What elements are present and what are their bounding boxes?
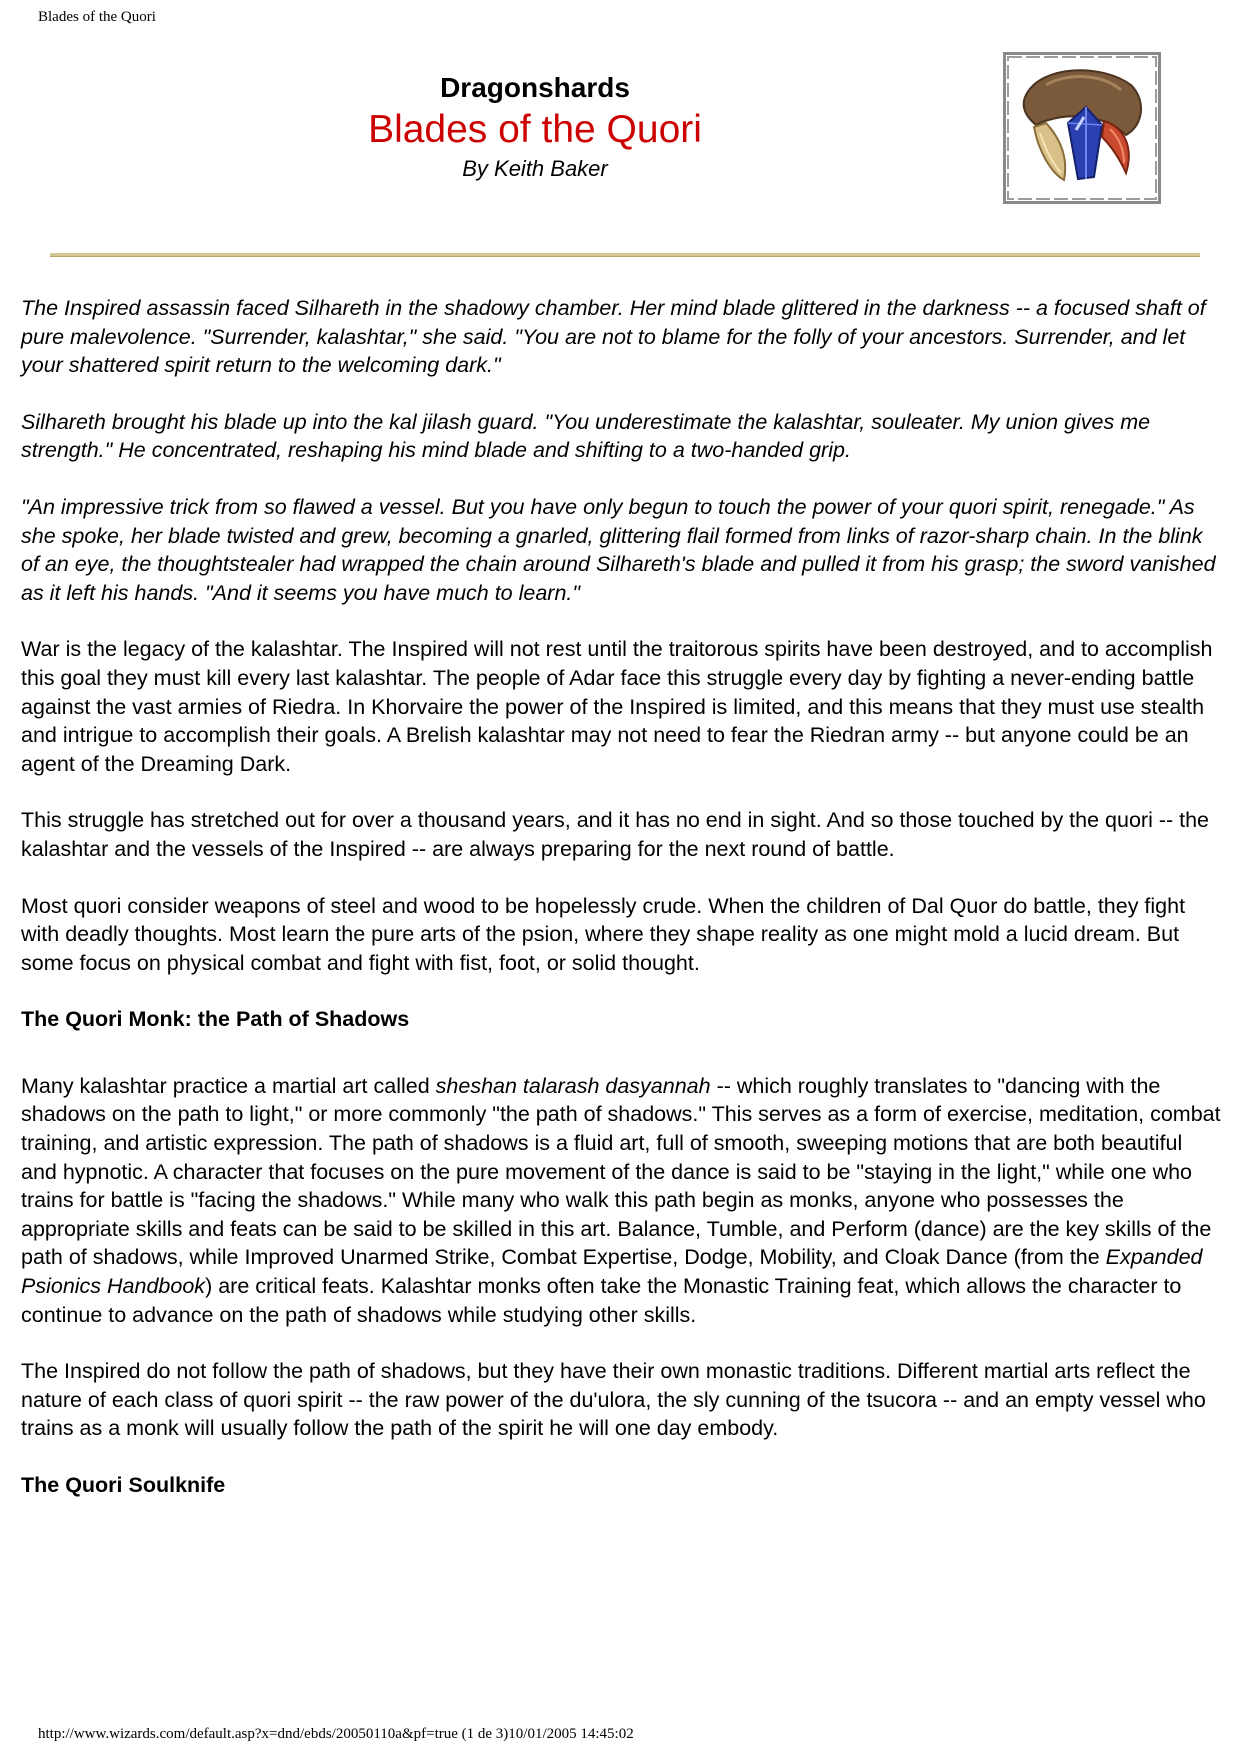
- article-body: [21, 294, 1221, 1538]
- masthead: [0, 70, 1070, 184]
- text-run: -- which roughly translates to "dancing with the shadows on the path to light," or more commonly "the path of shadows." This serves as a form of exercise, meditation, combat training, and artistic expression. The path of shadows is a fluid art, full of smooth, sweeping motions that are both beautiful and hypnotic. A character that focuses on the pure movement of the dance is said to be "staying in the light," while one who trains for battle is "facing the shadows." While many who walk this path begin as monks, anyone who possesses the appropriate skills and feats can be said to be skilled in this art. Balance, Tumble, and Perform (dance) are the key skills of the path of shadows, while Improved Unarmed Strike, Combat Expertise, Dodge, Mobility, and Cloak Dance (from the: [21, 1073, 1221, 1270]
- body-paragraph: This struggle has stretched out for over a thousand years, and it has no end in sight. And so those touched by the quori -- the kalashtar and the vessels of the Inspired -- are always preparing for the next round of battle.: [21, 808, 1210, 861]
- running-header: Blades of the Quori: [38, 9, 156, 25]
- fiction-paragraph: Silhareth brought his blade up into the kal jilash guard. "You underestimate the kalashtar, souleater. My union gives me strength." He concentrated, reshaping his mind blade and shifting to a two-handed grip.: [21, 409, 1151, 463]
- book-title: Expanded Psionics Handbook: [21, 1245, 1203, 1299]
- running-footer: http://www.wizards.com/default.asp?x=dnd/ebds/20050110a&pf=true (1 de 3)10/01/2005 14:45:02: [38, 1726, 634, 1742]
- body-paragraph: Most quori consider weapons of steel and wood to be hopelessly crude. When the children of Dal Quor do battle, they fight with deadly thoughts. Most learn the pure arts of the psion, where they shape reality as one might mold a lucid dream. But some focus on physical combat and fight with fist, foot, or solid thought.: [21, 893, 1186, 975]
- dragonshard-image: [1006, 55, 1158, 201]
- article-title: Blades of the Quori: [368, 108, 702, 151]
- fiction-paragraph: "An impressive trick from so flawed a vessel. But you have only begun to touch the power of your quori spirit, renegade." As she spoke, her blade twisted and grew, becoming a gnarled, glittering flail formed from links of razor-sharp chain. In the blink of an eye, the thoughtstealer had wrapped the chain around Silhareth's blade and pulled it from his grasp; the sword vanished as it left his hands. "And it seems you have much to learn.": [21, 494, 1216, 605]
- body-paragraph: War is the legacy of the kalashtar. The Inspired will not rest until the traitorous spirits have been destroyed, and to accomplish this goal they must kill every last kalashtar. The people of Adar face this struggle every day by fighting a never-ending battle against the vast armies of Riedra. In Khorvaire the power of the Inspired is limited, and this means that they must use stealth and intrigue to accomplish their goals. A Brelish kalashtar may not need to fear the Riedran army -- but anyone could be an agent of the Dreaming Dark.: [21, 637, 1213, 776]
- martial-art-name: sheshan talarash dasyannah: [435, 1073, 711, 1098]
- section-heading-monk: The Quori Monk: the Path of Shadows: [21, 1007, 410, 1032]
- header-divider: [50, 253, 1200, 257]
- column-kicker: Dragonshards: [440, 72, 630, 103]
- text-run: Many kalashtar practice a martial art called: [21, 1073, 436, 1098]
- text-run: ) are critical feats. Kalashtar monks often take the Monastic Training feat, which allows the character to continue to advance on the path of shadows while studying other skills.: [21, 1274, 1182, 1327]
- dragonshard-illustration: [1003, 52, 1161, 204]
- section-heading-soulknife: The Quori Soulknife: [21, 1473, 226, 1497]
- body-paragraph: The Inspired do not follow the path of shadows, but they have their own monastic traditions. Different martial arts reflect the nature of each class of quori spirit -- the raw power of the du'ulora, the sly cunning of the tsucora -- and an empty vessel who trains as a monk will usually follow the path of the spirit he will one day embody.: [21, 1359, 1206, 1441]
- byline: By Keith Baker: [462, 156, 608, 181]
- fiction-paragraph: The Inspired assassin faced Silhareth in the shadowy chamber. Her mind blade glittered in the darkness -- a focused shaft of pure malevolence. "Surrender, kalashtar," she said. "You are not to blame for the folly of your ancestors. Surrender, and let your shattered spirit return to the welcoming dark.": [21, 296, 1206, 378]
- body-paragraph: [21, 1072, 1221, 1329]
